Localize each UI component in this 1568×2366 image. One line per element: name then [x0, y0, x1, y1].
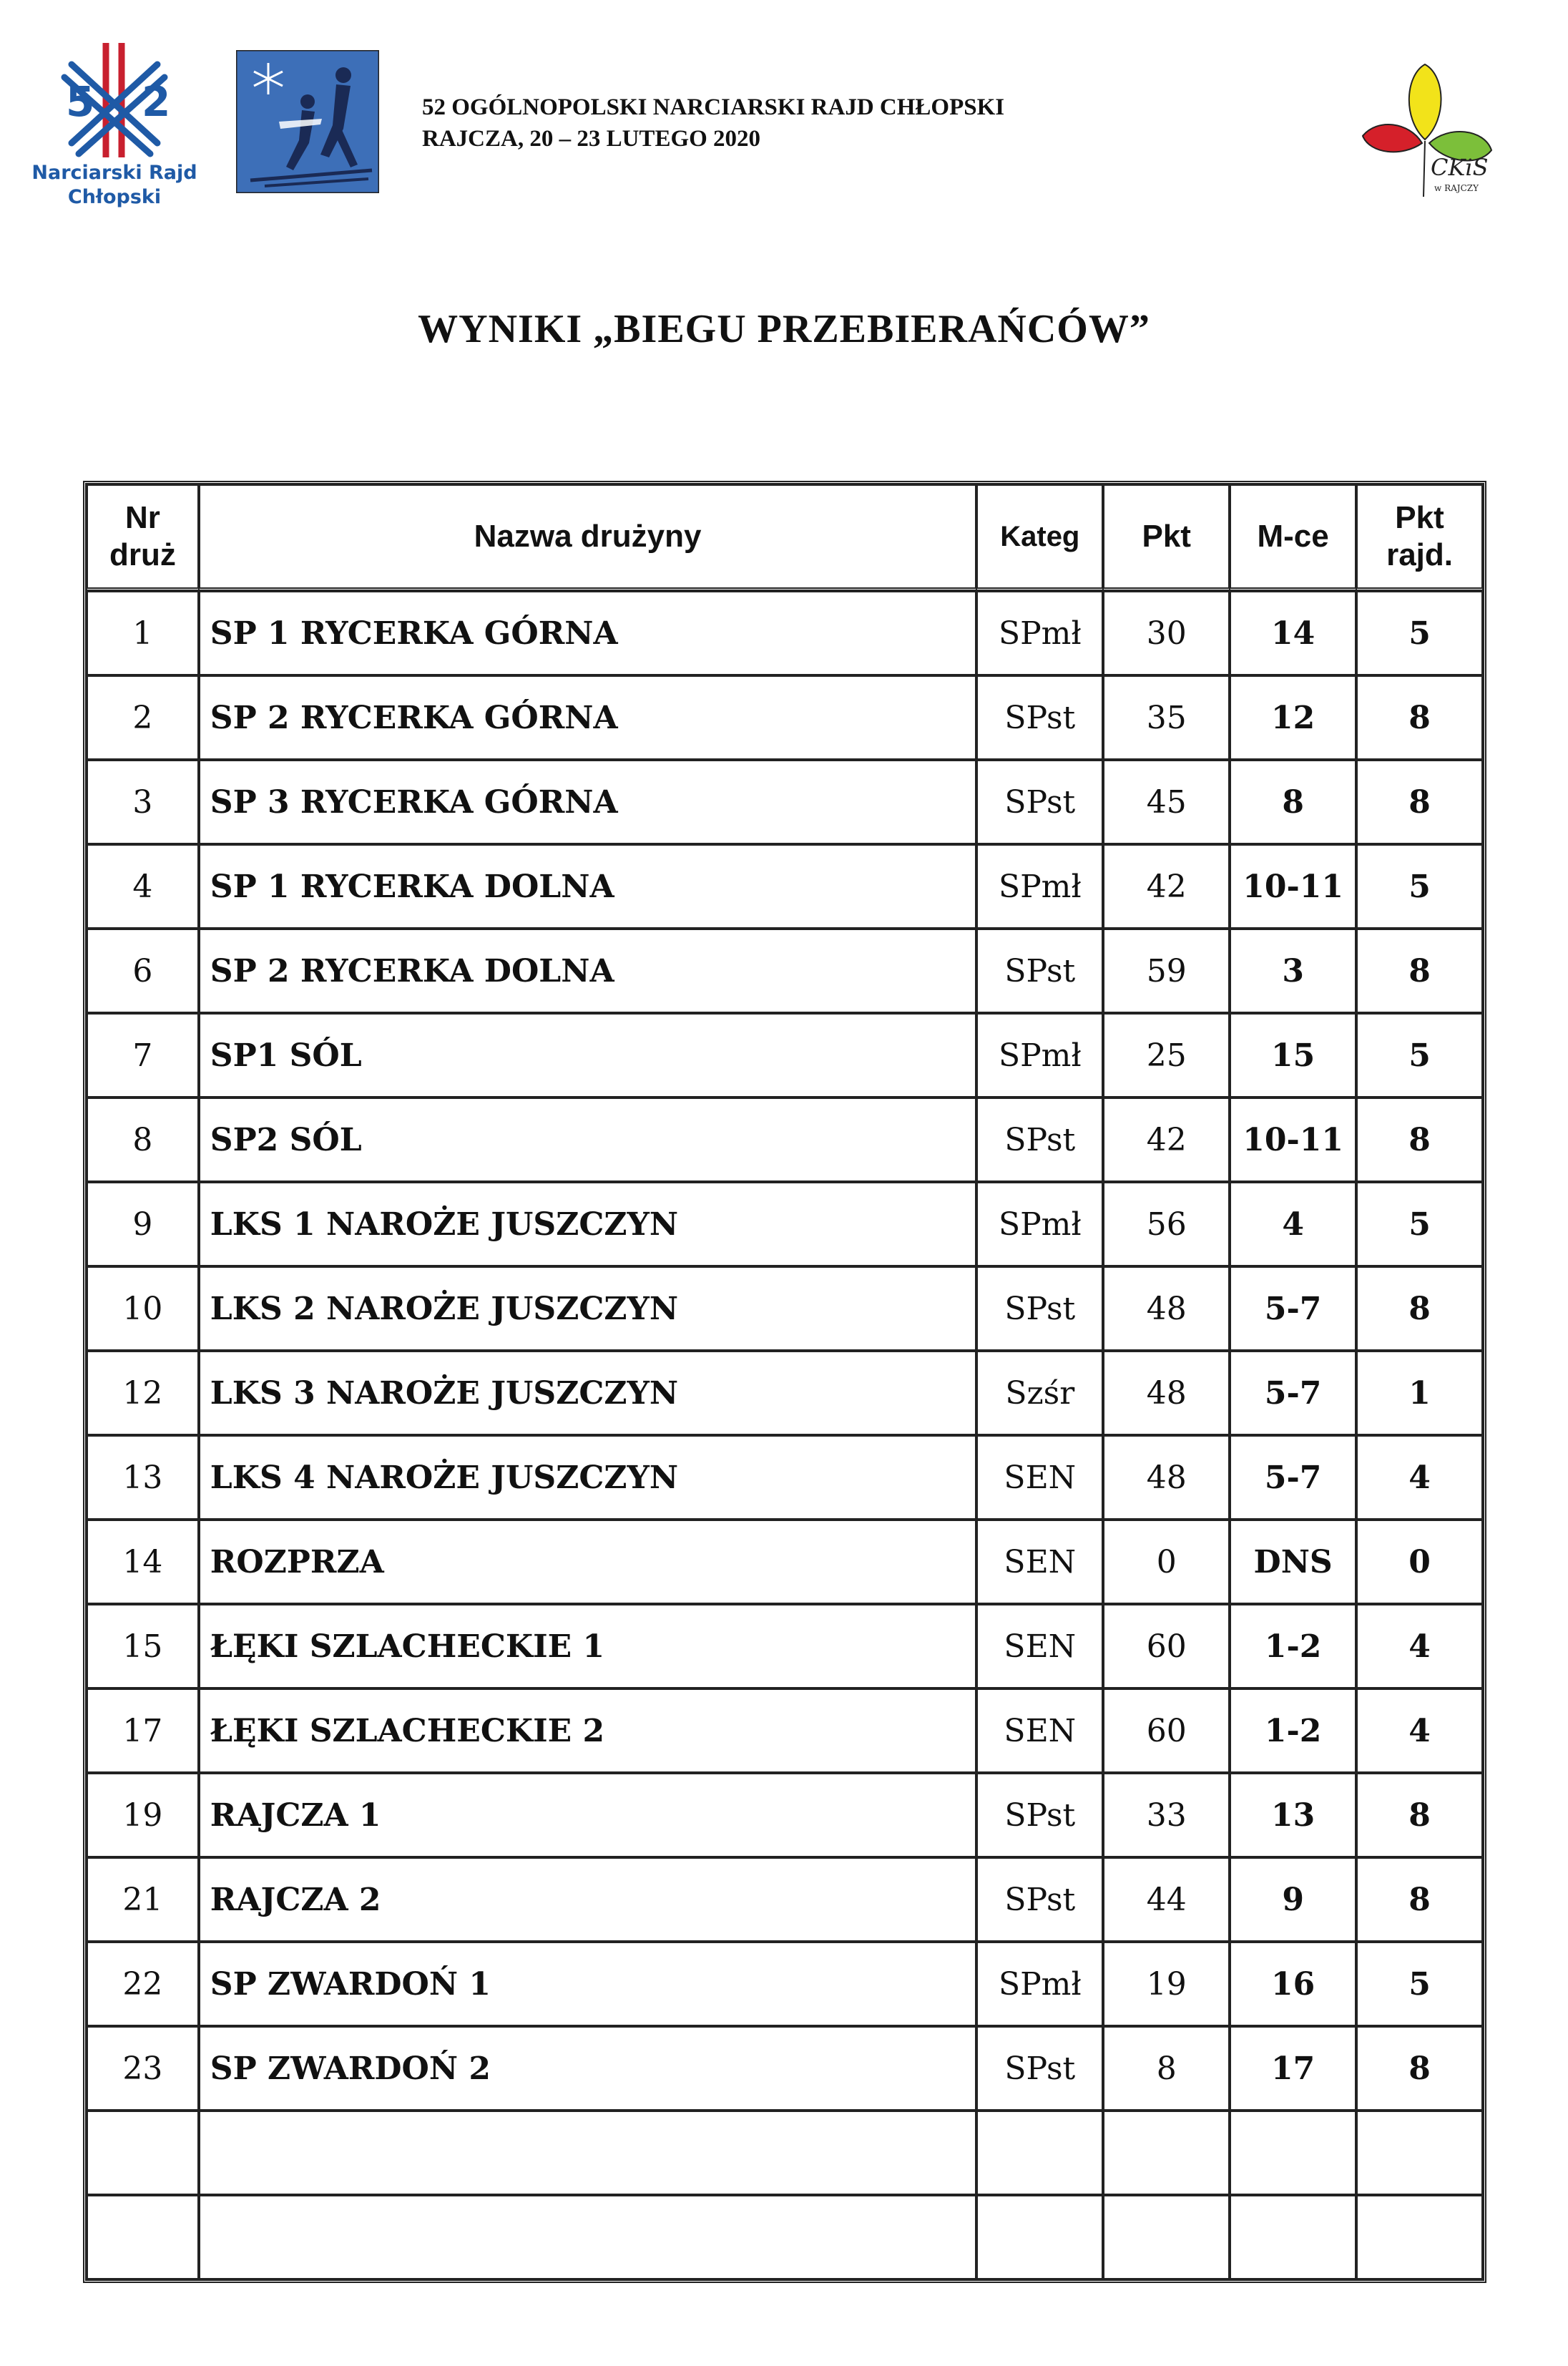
cell-pkt: 45	[1103, 760, 1230, 844]
cell-kateg: SPst	[976, 1266, 1103, 1351]
cell-mce: 1-2	[1230, 1604, 1356, 1688]
cell-kateg: SPmł	[976, 1013, 1103, 1098]
cell-kateg: SPmł	[976, 591, 1103, 675]
cell-kateg: SEN	[976, 1688, 1103, 1773]
cell-pkt-rajd: 8	[1356, 1773, 1483, 1857]
rajd-logo	[29, 29, 200, 222]
table-row	[87, 1266, 1483, 1351]
rajd-logo-mark	[50, 36, 179, 161]
cell-mce: DNS	[1230, 1520, 1356, 1604]
rajd-logo-caption	[29, 161, 200, 210]
cell-pkt-rajd: 4	[1356, 1435, 1483, 1520]
table-row	[87, 675, 1483, 760]
cell-pkt	[1103, 2195, 1230, 2279]
cell-pkt-rajd: 8	[1356, 929, 1483, 1013]
cell-pkt: 48	[1103, 1266, 1230, 1351]
cell-pkt: 30	[1103, 591, 1230, 675]
table-row	[87, 2195, 1483, 2279]
cell-pkt-rajd: 5	[1356, 844, 1483, 929]
cell-pkt-rajd: 8	[1356, 760, 1483, 844]
table-row	[87, 591, 1483, 675]
cell-pkt-rajd: 4	[1356, 1688, 1483, 1773]
trefoil-red-leaf	[1363, 124, 1422, 152]
cell-kateg: SPst	[976, 675, 1103, 760]
cell-kateg: SPst	[976, 1098, 1103, 1182]
header-pktr-line1: Pkt	[1395, 500, 1444, 535]
cell-mce: 10-11	[1230, 844, 1356, 929]
cell-team-name: ŁĘKI SZLACHECKIE 1	[199, 1604, 977, 1688]
header-mce: M-ce	[1230, 484, 1356, 591]
cell-mce: 5-7	[1230, 1351, 1356, 1435]
cell-pkt-rajd: 8	[1356, 2026, 1483, 2111]
cell-team-name: SP2 SÓL	[199, 1098, 977, 1182]
cell-kateg: SEN	[976, 1435, 1103, 1520]
cell-team-name: ROZPRZA	[199, 1520, 977, 1604]
cell-mce: 5-7	[1230, 1435, 1356, 1520]
cell-pkt	[1103, 2111, 1230, 2195]
cell-nr: 1	[87, 591, 199, 675]
table-row	[87, 1182, 1483, 1266]
cell-kateg: SEN	[976, 1604, 1103, 1688]
cell-team-name	[199, 2111, 977, 2195]
rajd-logo-caption-line1: Narciarski Rajd	[31, 162, 197, 184]
cell-mce: 4	[1230, 1182, 1356, 1266]
table-row	[87, 760, 1483, 844]
header-kateg: Kateg	[976, 484, 1103, 591]
cell-kateg: SPst	[976, 1773, 1103, 1857]
cell-nr: 15	[87, 1604, 199, 1688]
cell-kateg: Szśr	[976, 1351, 1103, 1435]
cell-team-name: SP 3 RYCERKA GÓRNA	[199, 760, 977, 844]
table-row	[87, 1435, 1483, 1520]
cell-nr: 19	[87, 1773, 199, 1857]
cell-nr: 10	[87, 1266, 199, 1351]
cell-team-name: LKS 4 NAROŻE JUSZCZYN	[199, 1435, 977, 1520]
ckis-logo-subtext: w RAJCZY	[1434, 183, 1479, 193]
cell-pkt: 56	[1103, 1182, 1230, 1266]
cell-pkt-rajd	[1356, 2111, 1483, 2195]
table-row	[87, 1688, 1483, 1773]
cell-pkt: 44	[1103, 1857, 1230, 1942]
cell-nr: 7	[87, 1013, 199, 1098]
cell-kateg: SPst	[976, 760, 1103, 844]
results-table	[83, 481, 1486, 2283]
cell-kateg: SPmł	[976, 1182, 1103, 1266]
table-row	[87, 1773, 1483, 1857]
cell-pkt: 35	[1103, 675, 1230, 760]
table-row	[87, 1520, 1483, 1604]
header-pkt: Pkt	[1103, 484, 1230, 591]
table-header-row	[87, 484, 1483, 591]
cell-team-name: RAJCZA 1	[199, 1773, 977, 1857]
cell-pkt-rajd: 8	[1356, 1857, 1483, 1942]
cell-team-name: SP 2 RYCERKA DOLNA	[199, 929, 977, 1013]
event-header	[422, 92, 1004, 155]
cell-kateg: SPst	[976, 1857, 1103, 1942]
cell-mce	[1230, 2195, 1356, 2279]
cell-team-name: LKS 3 NAROŻE JUSZCZYN	[199, 1351, 977, 1435]
cell-mce: 13	[1230, 1773, 1356, 1857]
cell-kateg: SPmł	[976, 1942, 1103, 2026]
cell-team-name: ŁĘKI SZLACHECKIE 2	[199, 1688, 977, 1773]
cell-pkt-rajd	[1356, 2195, 1483, 2279]
cell-nr: 21	[87, 1857, 199, 1942]
cell-pkt-rajd: 0	[1356, 1520, 1483, 1604]
cell-team-name: SP 1 RYCERKA GÓRNA	[199, 591, 977, 675]
header-pktr-line2: rajd.	[1386, 537, 1453, 572]
ckis-logo	[1359, 61, 1509, 204]
table-row	[87, 1857, 1483, 1942]
cell-pkt-rajd: 5	[1356, 591, 1483, 675]
cell-nr: 8	[87, 1098, 199, 1182]
cell-pkt: 33	[1103, 1773, 1230, 1857]
cell-pkt: 60	[1103, 1604, 1230, 1688]
cell-pkt: 25	[1103, 1013, 1230, 1098]
cell-nr: 14	[87, 1520, 199, 1604]
ckis-logo-text: CKiS	[1431, 154, 1489, 181]
cell-kateg: SPmł	[976, 844, 1103, 929]
rajd-logo-caption-line2: Chłopski	[67, 186, 162, 208]
table-row	[87, 2111, 1483, 2195]
cell-nr: 4	[87, 844, 199, 929]
header-nr	[87, 484, 199, 591]
cell-team-name: SP 1 RYCERKA DOLNA	[199, 844, 977, 929]
cell-nr: 12	[87, 1351, 199, 1435]
cell-team-name: LKS 1 NAROŻE JUSZCZYN	[199, 1182, 977, 1266]
cell-pkt-rajd: 4	[1356, 1604, 1483, 1688]
cell-nr: 17	[87, 1688, 199, 1773]
cell-mce: 3	[1230, 929, 1356, 1013]
cell-pkt: 0	[1103, 1520, 1230, 1604]
cell-team-name: SP 2 RYCERKA GÓRNA	[199, 675, 977, 760]
table-row	[87, 1098, 1483, 1182]
cell-pkt: 19	[1103, 1942, 1230, 2026]
cell-team-name: SP ZWARDOŃ 1	[199, 1942, 977, 2026]
page-title: WYNIKI „BIEGU PRZEBIERAŃCÓW”	[418, 307, 1150, 351]
header-nr-line2: druż	[109, 537, 176, 572]
rajd-logo-two: 2	[142, 77, 171, 126]
cell-pkt: 48	[1103, 1435, 1230, 1520]
table-row	[87, 1942, 1483, 2026]
cell-nr: 6	[87, 929, 199, 1013]
cell-mce: 10-11	[1230, 1098, 1356, 1182]
cell-pkt-rajd: 5	[1356, 1013, 1483, 1098]
cell-kateg: SEN	[976, 1520, 1103, 1604]
cell-pkt: 42	[1103, 844, 1230, 929]
cell-mce: 15	[1230, 1013, 1356, 1098]
cell-kateg: SPst	[976, 2026, 1103, 2111]
header-nr-line1: Nr	[124, 500, 160, 535]
table-row	[87, 1351, 1483, 1435]
cell-kateg	[976, 2195, 1103, 2279]
cell-mce: 9	[1230, 1857, 1356, 1942]
cell-nr: 3	[87, 760, 199, 844]
skier-icon	[236, 50, 379, 193]
cell-nr: 2	[87, 675, 199, 760]
cell-pkt-rajd: 5	[1356, 1942, 1483, 2026]
cell-nr: 9	[87, 1182, 199, 1266]
cell-pkt-rajd: 8	[1356, 1098, 1483, 1182]
cell-mce: 12	[1230, 675, 1356, 760]
cell-pkt-rajd: 8	[1356, 1266, 1483, 1351]
trefoil-yellow-leaf	[1409, 64, 1441, 140]
table-row	[87, 929, 1483, 1013]
cell-pkt-rajd: 8	[1356, 675, 1483, 760]
cell-pkt-rajd: 1	[1356, 1351, 1483, 1435]
cell-mce: 16	[1230, 1942, 1356, 2026]
cell-team-name	[199, 2195, 977, 2279]
cell-pkt-rajd: 5	[1356, 1182, 1483, 1266]
cell-nr	[87, 2195, 199, 2279]
cell-team-name: LKS 2 NAROŻE JUSZCZYN	[199, 1266, 977, 1351]
cell-mce: 8	[1230, 760, 1356, 844]
table-row	[87, 1013, 1483, 1098]
cell-mce: 5-7	[1230, 1266, 1356, 1351]
event-header-line1: 52 OGÓLNOPOLSKI NARCIARSKI RAJD CHŁOPSKI	[422, 94, 1005, 120]
event-header-line2: RAJCZA, 20 – 23 LUTEGO 2020	[422, 126, 761, 152]
cell-nr: 13	[87, 1435, 199, 1520]
table-row	[87, 1604, 1483, 1688]
table-row	[87, 844, 1483, 929]
cell-nr: 22	[87, 1942, 199, 2026]
header-name: Nazwa drużyny	[199, 484, 977, 591]
cell-pkt: 8	[1103, 2026, 1230, 2111]
cell-pkt: 60	[1103, 1688, 1230, 1773]
cell-team-name: RAJCZA 2	[199, 1857, 977, 1942]
cell-kateg: SPst	[976, 929, 1103, 1013]
cell-team-name: SP1 SÓL	[199, 1013, 977, 1098]
cell-nr: 23	[87, 2026, 199, 2111]
cell-pkt: 42	[1103, 1098, 1230, 1182]
cell-team-name: SP ZWARDOŃ 2	[199, 2026, 977, 2111]
cell-mce	[1230, 2111, 1356, 2195]
cell-mce: 14	[1230, 591, 1356, 675]
cell-pkt: 48	[1103, 1351, 1230, 1435]
cell-mce: 17	[1230, 2026, 1356, 2111]
header-pktr	[1356, 484, 1483, 591]
cell-pkt: 59	[1103, 929, 1230, 1013]
table-row	[87, 2026, 1483, 2111]
cell-kateg	[976, 2111, 1103, 2195]
rajd-logo-five: 5	[66, 77, 95, 126]
cell-mce: 1-2	[1230, 1688, 1356, 1773]
cell-nr	[87, 2111, 199, 2195]
